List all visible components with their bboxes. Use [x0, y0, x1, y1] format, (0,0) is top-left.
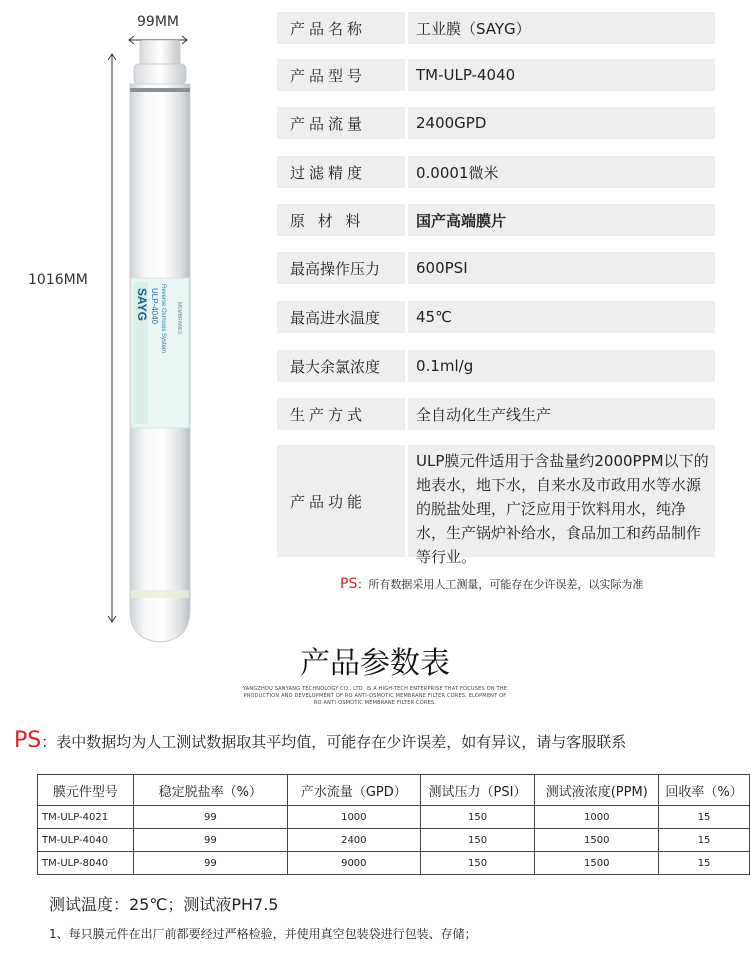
- spec-value: ULP膜元件适用于含盐量约2000PPM以下的地表水，地下水，自来水及市政用水等水源的脱盐处理，广泛应用于饮料用水，纯净水，生产锅炉补给水，食品加工和药品制作等行业。: [408, 445, 715, 557]
- spec-value: 全自动化生产线生产: [408, 398, 715, 430]
- table-cell: 9000: [287, 852, 420, 875]
- ps-note-text: ：所有数据采用人工测量，可能存在少许误差，以实际为准: [357, 578, 644, 591]
- column-header: 测试压力（PSI）: [420, 775, 535, 806]
- company-description: YANGZHOU SANYANG TECHNOLOGY CO., LTD. IS A HIGH-TECH ENTERPRISE THAT FOCUSES ON THE PRODUCTION AND DEVELOPMENT OF RO ANTI-OSMOTIC MEMBRANE FILTER CORES. ELOPMENT OF RO ANTI-OSMOTIC MEMBRANE FILTER CORES.: [242, 686, 508, 706]
- table-cell: TM-ULP-4021: [38, 806, 134, 829]
- table-cell: 150: [420, 852, 535, 875]
- table-cell: 99: [133, 829, 287, 852]
- table-cell: 99: [133, 806, 287, 829]
- table-note: [14, 728, 626, 753]
- page-title: 产品参数表: [300, 646, 450, 681]
- spec-label: 产品型号: [277, 59, 405, 91]
- table-cell: 1500: [535, 829, 659, 852]
- length-label: 1016MM: [28, 272, 88, 288]
- test-condition: 测试温度：25℃；测试液PH7.5: [49, 895, 279, 914]
- spec-value: TM-ULP-4040: [408, 59, 715, 91]
- table-header-row: [38, 775, 750, 806]
- spec-value: 45℃: [408, 301, 715, 333]
- measurement-note: [340, 576, 643, 592]
- column-header: 产水流量（GPD）: [287, 775, 420, 806]
- table-cell: 15: [659, 852, 750, 875]
- spec-value: 2400GPD: [408, 107, 715, 139]
- spec-label: 最高进水温度: [277, 301, 405, 333]
- table-cell: 1000: [535, 806, 659, 829]
- spec-label: 产品流量: [277, 107, 405, 139]
- svg-text:ULP-4040: ULP-4040: [150, 288, 159, 325]
- table-cell: 15: [659, 806, 750, 829]
- spec-label: 产品功能: [277, 445, 405, 557]
- ps-prefix: PS: [340, 576, 358, 592]
- length-arrow: [107, 52, 117, 624]
- spec-value: 工业膜（SAYG）: [408, 12, 715, 44]
- svg-text:Reverse Osmosis System: Reverse Osmosis System: [160, 284, 166, 354]
- membrane-element-image: [122, 40, 198, 650]
- table-cell: TM-ULP-4040: [38, 829, 134, 852]
- column-header: 测试液浓度(PPM): [535, 775, 659, 806]
- spec-value: 0.0001微米: [408, 156, 715, 188]
- spec-label: 最大余氯浓度: [277, 350, 405, 382]
- ps-prefix: PS: [14, 728, 42, 753]
- spec-value: 600PSI: [408, 252, 715, 284]
- parameter-table: [37, 774, 750, 875]
- spec-label: 产品名称: [277, 12, 405, 44]
- diameter-label: 99MM: [137, 14, 179, 30]
- column-header: 膜元件型号: [38, 775, 134, 806]
- table-cell: TM-ULP-8040: [38, 852, 134, 875]
- table-row: [38, 806, 750, 829]
- spec-label: 生产方式: [277, 398, 405, 430]
- svg-text:MEMBRANES: MEMBRANES: [176, 302, 182, 335]
- table-cell: 2400: [287, 829, 420, 852]
- table-row: [38, 852, 750, 875]
- table-note-text: ：表中数据均为人工测试数据取其平均值，可能存在少许误差，如有异议，请与客服联系: [41, 733, 627, 751]
- table-cell: 1000: [287, 806, 420, 829]
- svg-text:SAYG: SAYG: [135, 288, 149, 321]
- table-cell: 99: [133, 852, 287, 875]
- table-cell: 1500: [535, 852, 659, 875]
- table-cell: 150: [420, 806, 535, 829]
- column-header: 回收率（%）: [659, 775, 750, 806]
- spec-value: 0.1ml/g: [408, 350, 715, 382]
- spec-label: 最高操作压力: [277, 252, 405, 284]
- table-row: [38, 829, 750, 852]
- table-cell: 150: [420, 829, 535, 852]
- spec-value: 国产高端膜片: [408, 204, 715, 236]
- column-header: 稳定脱盐率（%）: [133, 775, 287, 806]
- spec-label: 过滤精度: [277, 156, 405, 188]
- table-cell: 15: [659, 829, 750, 852]
- spec-label: 原 材 料: [277, 204, 405, 236]
- packaging-note: 1、每只膜元件在出厂前都要经过严格检验，并使用真空包装袋进行包装、存储；: [49, 927, 477, 941]
